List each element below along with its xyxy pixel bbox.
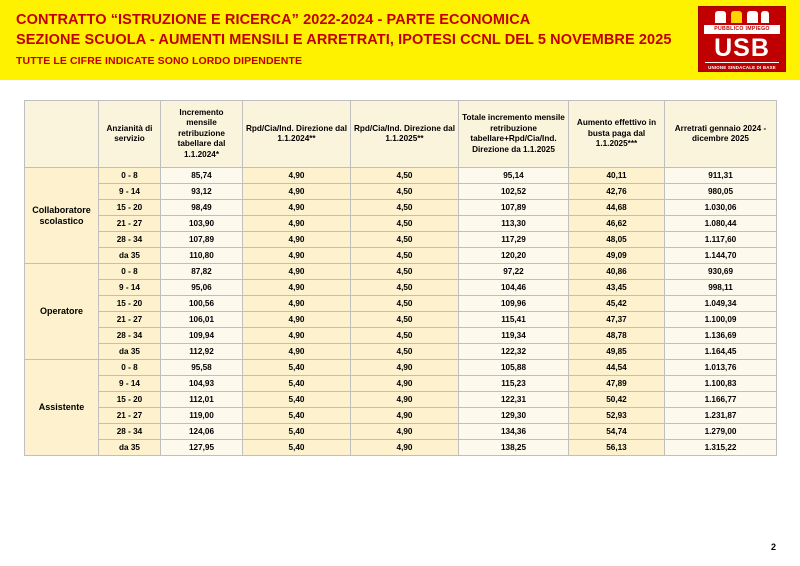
cell-arretrati: 1.164,45 xyxy=(665,344,777,360)
cell-rpd-2025: 4,50 xyxy=(351,280,459,296)
cell-arretrati: 1.231,87 xyxy=(665,408,777,424)
header-arretrati: Arretrati gennaio 2024 - dicembre 2025 xyxy=(665,101,777,168)
table-row xyxy=(25,424,777,440)
cell-rpd-2024: 5,40 xyxy=(243,440,351,456)
table-row xyxy=(25,280,777,296)
cell-totale: 95,14 xyxy=(459,168,569,184)
cell-busta: 40,86 xyxy=(569,264,665,280)
cell-arretrati: 1.049,34 xyxy=(665,296,777,312)
cell-totale: 134,36 xyxy=(459,424,569,440)
table-row xyxy=(25,168,777,184)
cell-tabellare: 104,93 xyxy=(161,376,243,392)
page-title-line1: CONTRATTO “ISTRUZIONE E RICERCA” 2022-2024 - PARTE ECONOMICA xyxy=(16,12,531,28)
cell-tabellare: 95,58 xyxy=(161,360,243,376)
table-row xyxy=(25,312,777,328)
cell-rpd-2025: 4,90 xyxy=(351,360,459,376)
cell-anzianita: 9 - 14 xyxy=(99,280,161,296)
header-totale-incremento: Totale incremento mensile retribuzione tabellare+Rpd/Cia/Ind. Direzione da 1.1.2025 xyxy=(459,101,569,168)
cell-anzianita: 0 - 8 xyxy=(99,264,161,280)
cell-totale: 122,31 xyxy=(459,392,569,408)
cell-totale: 105,88 xyxy=(459,360,569,376)
logo-top-text: PUBBLICO IMPIEGO xyxy=(704,25,780,34)
cell-totale: 115,41 xyxy=(459,312,569,328)
cell-rpd-2024: 5,40 xyxy=(243,392,351,408)
cell-tabellare: 95,06 xyxy=(161,280,243,296)
cell-tabellare: 127,95 xyxy=(161,440,243,456)
header-anzianita: Anzianità di servizio xyxy=(99,101,161,168)
table-row xyxy=(25,392,777,408)
cell-anzianita: 28 - 34 xyxy=(99,424,161,440)
cell-totale: 119,34 xyxy=(459,328,569,344)
cell-tabellare: 110,80 xyxy=(161,248,243,264)
table-row xyxy=(25,440,777,456)
cell-busta: 47,37 xyxy=(569,312,665,328)
table-row xyxy=(25,216,777,232)
salary-table xyxy=(24,100,777,456)
table-row xyxy=(25,232,777,248)
cell-busta: 42,76 xyxy=(569,184,665,200)
cell-rpd-2025: 4,90 xyxy=(351,376,459,392)
cell-tabellare: 106,01 xyxy=(161,312,243,328)
cell-busta: 52,93 xyxy=(569,408,665,424)
cell-arretrati: 1.030,06 xyxy=(665,200,777,216)
header-corner xyxy=(25,101,99,168)
cell-rpd-2024: 4,90 xyxy=(243,344,351,360)
cell-rpd-2024: 4,90 xyxy=(243,200,351,216)
cell-rpd-2025: 4,50 xyxy=(351,344,459,360)
cell-busta: 48,05 xyxy=(569,232,665,248)
cell-rpd-2025: 4,90 xyxy=(351,392,459,408)
cell-anzianita: 21 - 27 xyxy=(99,312,161,328)
cell-busta: 54,74 xyxy=(569,424,665,440)
table-row xyxy=(25,264,777,280)
salary-table-wrapper xyxy=(24,100,776,456)
cell-anzianita: da 35 xyxy=(99,344,161,360)
cell-rpd-2024: 4,90 xyxy=(243,168,351,184)
cell-rpd-2025: 4,50 xyxy=(351,184,459,200)
cell-arretrati: 911,31 xyxy=(665,168,777,184)
cell-anzianita: 21 - 27 xyxy=(99,408,161,424)
cell-anzianita: 0 - 8 xyxy=(99,360,161,376)
cell-tabellare: 112,92 xyxy=(161,344,243,360)
table-row xyxy=(25,328,777,344)
cell-rpd-2025: 4,90 xyxy=(351,408,459,424)
cell-totale: 117,29 xyxy=(459,232,569,248)
cell-tabellare: 119,00 xyxy=(161,408,243,424)
cell-arretrati: 1.136,69 xyxy=(665,328,777,344)
logo-main-text: USB xyxy=(714,34,770,62)
cell-anzianita: 28 - 34 xyxy=(99,328,161,344)
cell-anzianita: 9 - 14 xyxy=(99,184,161,200)
cell-anzianita: 0 - 8 xyxy=(99,168,161,184)
cell-rpd-2025: 4,50 xyxy=(351,216,459,232)
cell-totale: 113,30 xyxy=(459,216,569,232)
cell-arretrati: 1.100,83 xyxy=(665,376,777,392)
cell-rpd-2024: 4,90 xyxy=(243,232,351,248)
cell-rpd-2025: 4,50 xyxy=(351,264,459,280)
table-row xyxy=(25,376,777,392)
cell-rpd-2024: 5,40 xyxy=(243,424,351,440)
table-header-row xyxy=(25,101,777,168)
table-row xyxy=(25,296,777,312)
cell-arretrati: 1.100,09 xyxy=(665,312,777,328)
header-titles xyxy=(16,10,676,69)
cell-rpd-2024: 4,90 xyxy=(243,216,351,232)
logo-bottom-text: UNIONE SINDACALE DI BASE xyxy=(705,62,779,71)
cell-busta: 49,09 xyxy=(569,248,665,264)
header-incremento-tabellare: Incremento mensile retribuzione tabellare dal 1.1.2024* xyxy=(161,101,243,168)
cell-arretrati: 930,69 xyxy=(665,264,777,280)
cell-rpd-2024: 5,40 xyxy=(243,408,351,424)
cell-tabellare: 93,12 xyxy=(161,184,243,200)
cell-tabellare: 107,89 xyxy=(161,232,243,248)
cell-arretrati: 1.279,00 xyxy=(665,424,777,440)
cell-busta: 56,13 xyxy=(569,440,665,456)
cell-busta: 50,42 xyxy=(569,392,665,408)
cell-busta: 44,68 xyxy=(569,200,665,216)
header-band xyxy=(0,0,800,80)
cell-arretrati: 1.013,76 xyxy=(665,360,777,376)
cell-tabellare: 87,82 xyxy=(161,264,243,280)
group-label: Operatore xyxy=(25,264,99,360)
cell-rpd-2024: 4,90 xyxy=(243,184,351,200)
cell-rpd-2024: 4,90 xyxy=(243,328,351,344)
cell-rpd-2024: 4,90 xyxy=(243,264,351,280)
cell-rpd-2025: 4,50 xyxy=(351,248,459,264)
cell-anzianita: da 35 xyxy=(99,248,161,264)
cell-rpd-2025: 4,90 xyxy=(351,424,459,440)
cell-anzianita: 28 - 34 xyxy=(99,232,161,248)
cell-rpd-2025: 4,50 xyxy=(351,328,459,344)
cell-anzianita: 15 - 20 xyxy=(99,200,161,216)
cell-busta: 45,42 xyxy=(569,296,665,312)
table-row xyxy=(25,408,777,424)
cell-totale: 122,32 xyxy=(459,344,569,360)
cell-anzianita: da 35 xyxy=(99,440,161,456)
cell-rpd-2025: 4,90 xyxy=(351,440,459,456)
table-row xyxy=(25,360,777,376)
header-rpd-2025: Rpd/Cia/Ind. Direzione dal 1.1.2025** xyxy=(351,101,459,168)
cell-arretrati: 1.144,70 xyxy=(665,248,777,264)
table-row xyxy=(25,200,777,216)
cell-tabellare: 109,94 xyxy=(161,328,243,344)
usb-logo xyxy=(698,6,786,72)
cell-rpd-2025: 4,50 xyxy=(351,168,459,184)
cell-tabellare: 85,74 xyxy=(161,168,243,184)
cell-arretrati: 998,11 xyxy=(665,280,777,296)
cell-tabellare: 124,06 xyxy=(161,424,243,440)
cell-rpd-2024: 4,90 xyxy=(243,248,351,264)
logo-figures-icon xyxy=(711,10,773,24)
cell-totale: 97,22 xyxy=(459,264,569,280)
cell-rpd-2024: 4,90 xyxy=(243,280,351,296)
cell-anzianita: 21 - 27 xyxy=(99,216,161,232)
cell-arretrati: 980,05 xyxy=(665,184,777,200)
cell-rpd-2024: 4,90 xyxy=(243,312,351,328)
cell-totale: 138,25 xyxy=(459,440,569,456)
cell-totale: 129,30 xyxy=(459,408,569,424)
page-title-line2: SEZIONE SCUOLA - AUMENTI MENSILI E ARRETRATI, IPOTESI CCNL DEL 5 NOVEMBRE 2025 xyxy=(16,32,672,48)
table-row xyxy=(25,248,777,264)
table-row xyxy=(25,184,777,200)
group-label: Assistente xyxy=(25,360,99,456)
cell-tabellare: 103,90 xyxy=(161,216,243,232)
cell-totale: 109,96 xyxy=(459,296,569,312)
cell-totale: 120,20 xyxy=(459,248,569,264)
cell-busta: 40,11 xyxy=(569,168,665,184)
cell-arretrati: 1.117,60 xyxy=(665,232,777,248)
cell-anzianita: 9 - 14 xyxy=(99,376,161,392)
cell-totale: 102,52 xyxy=(459,184,569,200)
cell-tabellare: 98,49 xyxy=(161,200,243,216)
cell-busta: 49,85 xyxy=(569,344,665,360)
cell-totale: 107,89 xyxy=(459,200,569,216)
cell-rpd-2025: 4,50 xyxy=(351,296,459,312)
cell-busta: 44,54 xyxy=(569,360,665,376)
header-rpd-2024: Rpd/Cia/Ind. Direzione dal 1.1.2024** xyxy=(243,101,351,168)
cell-rpd-2024: 4,90 xyxy=(243,296,351,312)
header-aumento-busta: Aumento effettivo in busta paga dal 1.1.2025*** xyxy=(569,101,665,168)
cell-rpd-2025: 4,50 xyxy=(351,232,459,248)
cell-rpd-2024: 5,40 xyxy=(243,360,351,376)
cell-rpd-2024: 5,40 xyxy=(243,376,351,392)
cell-totale: 115,23 xyxy=(459,376,569,392)
cell-busta: 46,62 xyxy=(569,216,665,232)
cell-anzianita: 15 - 20 xyxy=(99,296,161,312)
cell-totale: 104,46 xyxy=(459,280,569,296)
table-row xyxy=(25,344,777,360)
cell-rpd-2025: 4,50 xyxy=(351,200,459,216)
table-body xyxy=(25,168,777,456)
page-subtitle: TUTTE LE CIFRE INDICATE SONO LORDO DIPENDENTE xyxy=(16,55,303,67)
cell-tabellare: 112,01 xyxy=(161,392,243,408)
cell-anzianita: 15 - 20 xyxy=(99,392,161,408)
page-number: 2 xyxy=(770,542,776,552)
cell-arretrati: 1.315,22 xyxy=(665,440,777,456)
cell-busta: 48,78 xyxy=(569,328,665,344)
cell-arretrati: 1.080,44 xyxy=(665,216,777,232)
cell-busta: 47,89 xyxy=(569,376,665,392)
group-label: Collaboratore scolastico xyxy=(25,168,99,264)
cell-rpd-2025: 4,50 xyxy=(351,312,459,328)
cell-busta: 43,45 xyxy=(569,280,665,296)
table-header xyxy=(25,101,777,168)
cell-tabellare: 100,56 xyxy=(161,296,243,312)
cell-arretrati: 1.166,77 xyxy=(665,392,777,408)
